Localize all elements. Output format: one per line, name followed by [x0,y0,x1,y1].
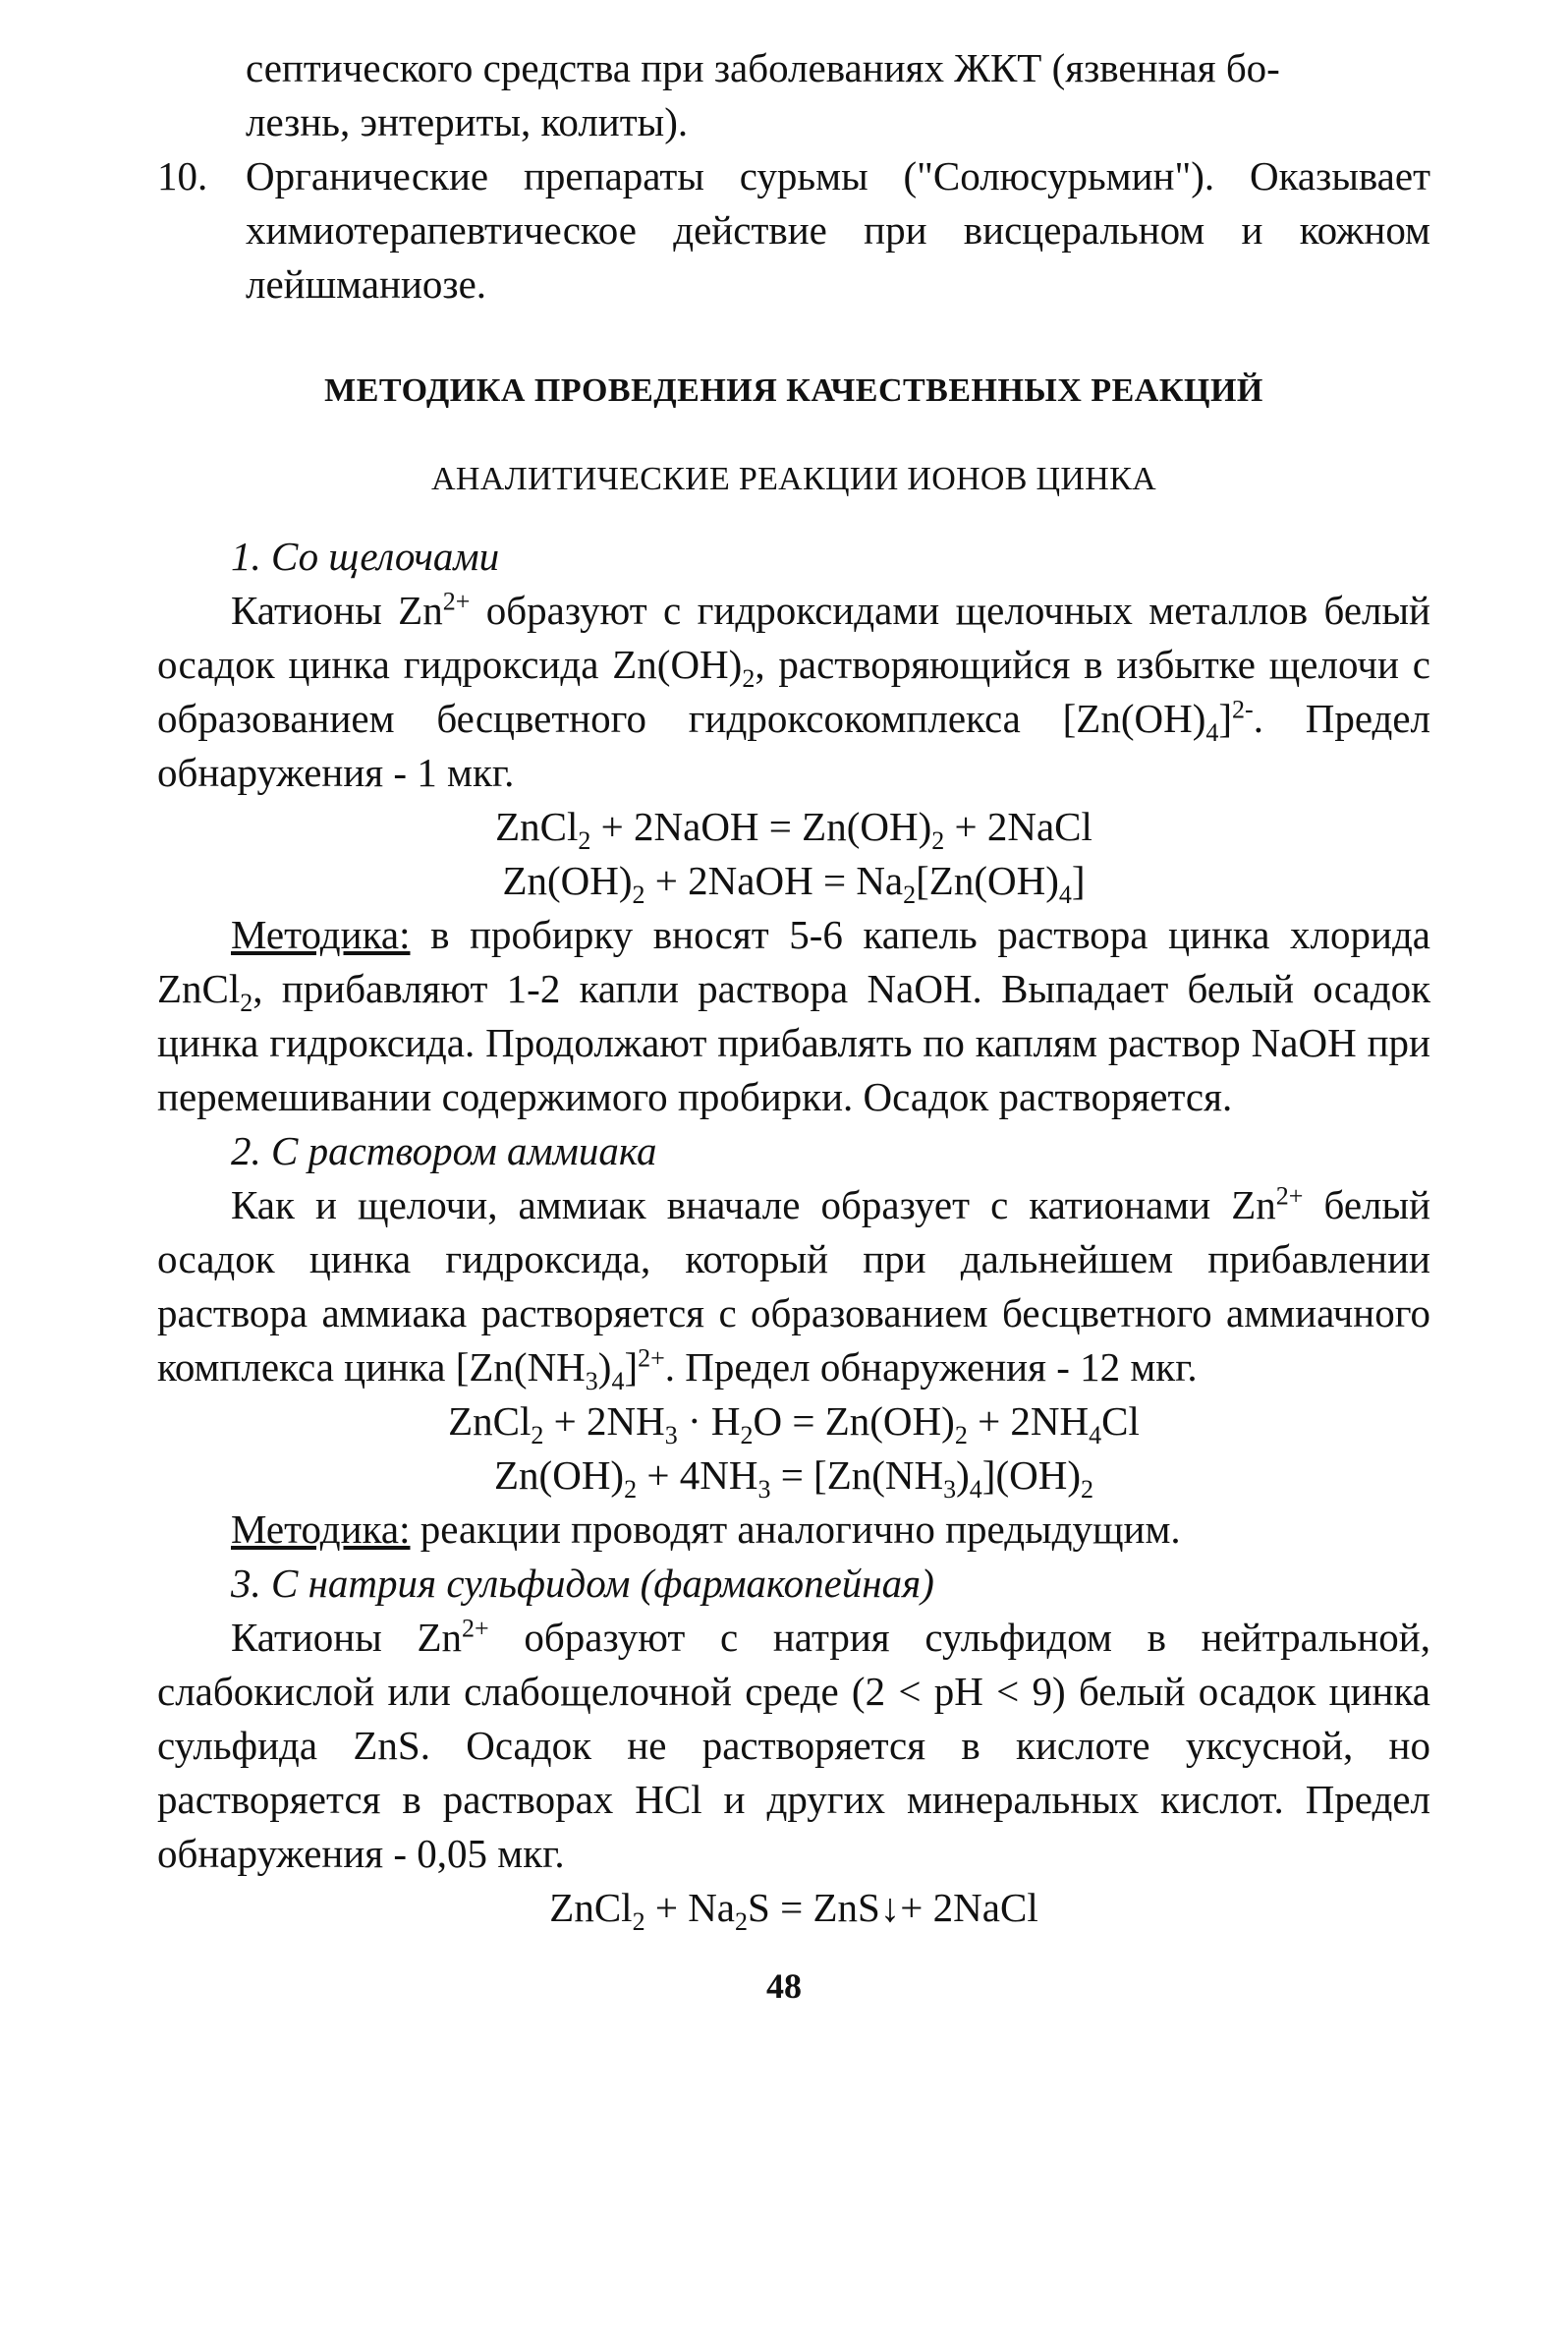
intro-line-2: лезнь, энтериты, колиты). [246,99,689,144]
reaction-1-equation-1: ZnCl$_2$ + 2NaOH = $Zn(OH)_2$ + 2NaCl [495,804,1092,856]
reaction-2-equation-1: ZnCl$_2$ + $2NH_3 \cdot H_2O = Zn(OH)_2 + 2NH_4Cl$ [448,1398,1140,1450]
reaction-2-equation-2: $Zn(OH)_2 + 4NH_3 = [Zn(NH_3)_4](OH)_2$ [494,1452,1093,1505]
list-item-10 [157,149,1430,312]
reaction-3-equation-1: ZnCl$_2$ + $Na_2S$ = ZnS↓+ 2NaCl [549,1885,1038,1937]
intro-paragraph [157,41,1430,149]
page-number: 48 [766,1966,802,2006]
reaction-1-title: 1. Со щелочами [231,534,500,579]
reaction-2-title: 2. С раствором аммиака [231,1128,657,1173]
subsection-heading: АНАЛИТИЧЕСКИЕ РЕАКЦИИ ИОНОВ ЦИНКА [431,461,1156,497]
reaction-1-paragraph: Катионы $Zn^{2+}$ образуют с гидроксидами щелочных металлов белый осадок цинка гидроксида $Zn(OH)_2$, растворяющийся в избытке щелочи с образованием бесцветного гидроксокомплекса $[Zn(OH)_4]^{2-}$. Предел обнаружения - 1 мкг. [157,587,1431,795]
reaction-2-paragraph: Как и щелочи, аммиак вначале образует с катионами $Zn^{2+}$ белый осадок цинка гидроксида, который при дальнейшем прибавлении раствора аммиака растворяется с образованием бесцветного аммиачного комплекса цинка $[Zn(NH_3)_4]^{2+}$. Предел обнаружения - 12 мкг. [157,1181,1431,1396]
reaction-2-method: Методика: реакции проводят аналогично предыдущим. [231,1506,1181,1552]
intro-line-1: септического средства при заболеваниях ЖКТ (язвенная бо- [246,45,1280,90]
reaction-1-method: Методика: в пробирку вносят 5-6 капель раствора цинка хлорида ZnCl$_2$, прибавляют 1-2 капли раствора NaOH. Выпадает белый осадок цинка гидроксида. Продолжают прибавлять по каплям раствор NaOH при перемешивании содержимого пробирки. Осадок растворяется. [157,912,1430,1119]
method-label: Методика: [231,1506,411,1552]
list-item-text: Органические препараты сурьмы ("Солюсурьмин"). Оказывает химиотерапевтическое действие при висцеральном и кожном лейшманиозе. [246,153,1430,307]
reaction-1-equation-2: $Zn(OH)_2$ + 2NaOH = $Na_2[Zn(OH)_4]$ [502,858,1086,910]
method-label: Методика: [231,912,411,957]
page-content [157,41,1430,1935]
reaction-3-title: 3. С натрия сульфидом (фармакопейная) [231,1561,934,1606]
list-item-number: 10. [157,153,208,199]
section-heading: МЕТОДИКА ПРОВЕДЕНИЯ КАЧЕСТВЕННЫХ РЕАКЦИЙ [324,372,1263,409]
reaction-3-paragraph: Катионы $Zn^{2+}$ образуют с натрия сульфидом в нейтральной, слабокислой или слабощелочной среде (2 < pH < 9) белый осадок цинка сульфида ZnS. Осадок не растворяется в кислоте уксусной, но растворяется в растворах HCl и других минеральных кислот. Предел обнаружения - 0,05 мкг. [157,1614,1430,1876]
